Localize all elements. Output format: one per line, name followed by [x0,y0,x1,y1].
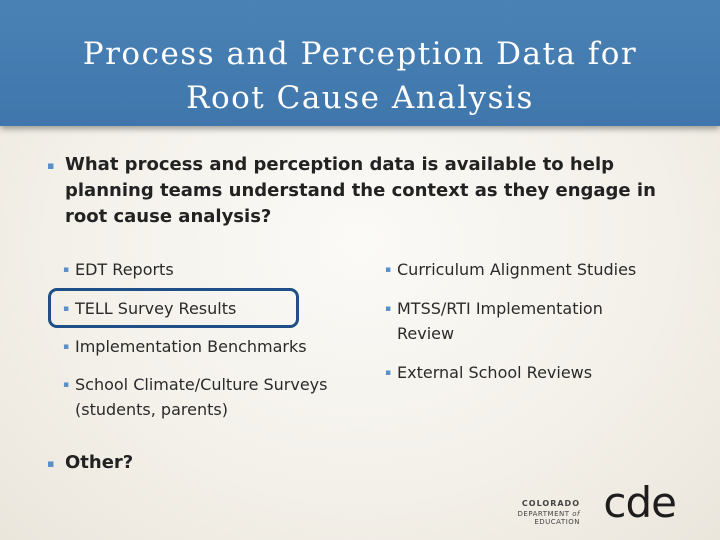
bullet-icon: ▪ [47,457,55,470]
list-item-external-reviews [385,360,675,385]
list-item-label: MTSS/RTI Implementation Review [397,299,603,343]
list-item-label: School Climate/Culture Surveys (students, parents) [75,375,328,419]
bullet-icon: ▪ [63,342,70,352]
cde-logo [488,478,698,527]
bullet-icon: ▪ [63,265,70,275]
slide-title [0,32,720,120]
list-item-tell-survey [63,296,303,321]
list-item-label: Implementation Benchmarks [75,337,307,356]
logo-department [488,510,580,526]
other-bullet-text: Other? [65,452,134,473]
list-item-label: EDT Reports [75,260,174,279]
title-line-2: Root Cause Analysis [186,80,534,116]
list-item-mtss-rti [385,296,650,346]
list-item-label: Curriculum Alignment Studies [397,260,637,279]
main-question-bullet [47,152,667,230]
logo-department-of: of [572,510,580,518]
list-item-curriculum-alignment [385,257,675,282]
title-line-1: Process and Perception Data for [82,36,638,72]
list-item-label: TELL Survey Results [75,299,237,318]
list-item-school-climate [63,372,338,422]
bullet-icon: ▪ [385,304,392,314]
title-bar [0,0,720,126]
list-item-edt-reports [63,257,323,282]
logo-department-suffix: EDUCATION [534,518,580,526]
logo-mark: cde [603,478,676,527]
bullet-icon: ▪ [385,368,392,378]
bullet-icon: ▪ [63,380,70,390]
main-question-text: What process and perception data is available to help planning teams understand the context as they engage in root cause analysis? [65,154,656,227]
bullet-icon: ▪ [47,159,55,172]
bullet-icon: ▪ [63,304,70,314]
logo-state: COLORADO [521,499,580,508]
bullet-icon: ▪ [385,265,392,275]
logo-department-prefix: DEPARTMENT [517,510,570,518]
other-bullet [47,450,247,476]
list-item-implementation-benchmarks [63,334,363,359]
list-item-label: External School Reviews [397,363,593,382]
